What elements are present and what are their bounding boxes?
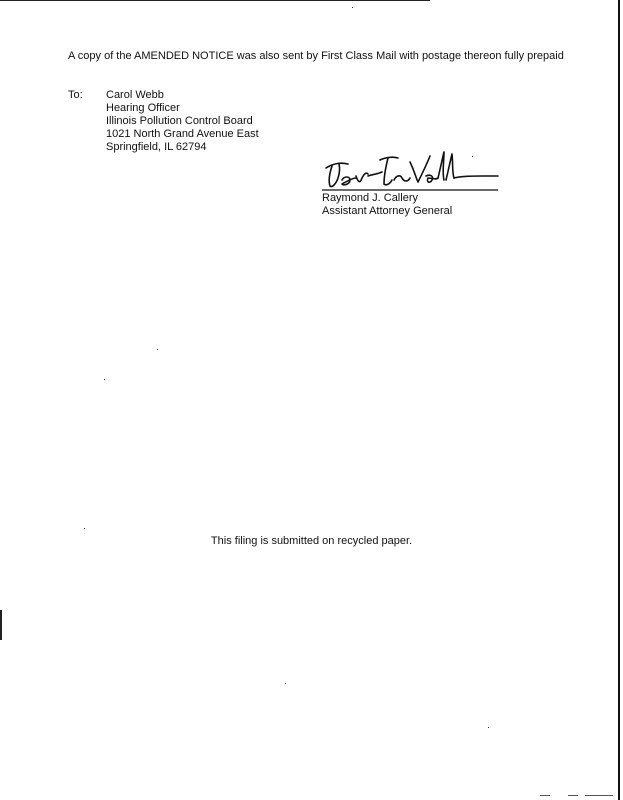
handwritten-signature (322, 148, 502, 192)
scan-right-edge (618, 0, 620, 800)
mailing-notice-paragraph: A copy of the AMENDED NOTICE was also sent by First Class Mail with postage thereon fully prepaid (68, 50, 564, 62)
signer-block (322, 192, 452, 218)
scan-speck (104, 379, 105, 380)
recipient-city: Springfield, IL 62794 (106, 141, 207, 153)
recycled-paper-note: This filing is submitted on recycled paper. (210, 535, 413, 547)
scan-speck (157, 349, 158, 350)
signer-title: Assistant Attorney General (322, 205, 453, 217)
scan-top-edge (0, 0, 430, 1)
scan-bottom-mark (585, 795, 613, 796)
scan-speck (285, 683, 286, 684)
recipient-organization: Illinois Pollution Control Board (106, 115, 253, 127)
scan-speck (84, 528, 85, 529)
scan-speck (352, 7, 353, 8)
scan-speck (488, 727, 489, 728)
recipient-street: 1021 North Grand Avenue East (106, 128, 259, 140)
signer-name: Raymond J. Callery (322, 192, 418, 204)
scan-bottom-mark (568, 795, 578, 796)
recipient-address-block (106, 89, 259, 154)
scan-bottom-mark (540, 795, 550, 796)
recipient-title: Hearing Officer (106, 102, 180, 114)
scan-left-mark (0, 610, 2, 640)
to-label: To: (68, 89, 83, 101)
recipient-name: Carol Webb (106, 89, 164, 101)
